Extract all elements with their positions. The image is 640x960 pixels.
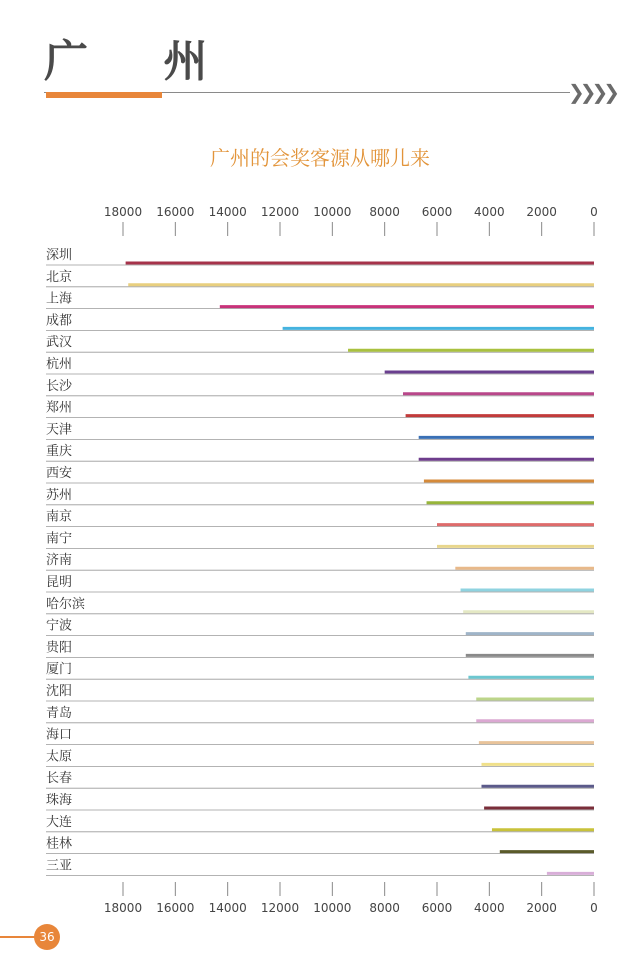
category-label: 贵阳 bbox=[46, 640, 73, 656]
category-label: 武汉 bbox=[46, 335, 73, 351]
x-tick-label-top: 0 bbox=[590, 205, 598, 219]
category-label: 郑州 bbox=[46, 400, 73, 416]
category-label: 济南 bbox=[46, 553, 73, 569]
x-tick-label-bottom: 12000 bbox=[260, 901, 300, 915]
x-tick-label-bottom: 14000 bbox=[208, 901, 247, 915]
category-label: 成都 bbox=[46, 313, 73, 329]
category-label: 北京 bbox=[46, 269, 73, 285]
category-label: 海口 bbox=[46, 727, 73, 743]
category-label: 青岛 bbox=[46, 705, 73, 721]
category-label: 深圳 bbox=[46, 248, 73, 263]
category-label: 哈尔滨 bbox=[46, 596, 86, 612]
x-tick-label-top: 6000 bbox=[421, 205, 453, 219]
page-title: 广 州 bbox=[44, 36, 238, 87]
x-tick-label-bottom: 4000 bbox=[474, 901, 505, 915]
category-label: 三亚 bbox=[46, 858, 73, 874]
category-label: 长春 bbox=[46, 771, 73, 787]
x-tick-label-bottom: 16000 bbox=[156, 901, 195, 915]
category-label: 沈阳 bbox=[46, 684, 73, 699]
category-label: 重庆 bbox=[46, 444, 73, 460]
x-tick-label-top: 8000 bbox=[369, 205, 400, 219]
x-tick-label-top: 18000 bbox=[103, 205, 143, 219]
chart-title: 广州的会奖客源从哪儿来 bbox=[210, 146, 430, 170]
category-label: 厦门 bbox=[46, 662, 73, 678]
x-tick-label-top: 14000 bbox=[208, 205, 247, 219]
x-tick-label-top: 4000 bbox=[474, 205, 505, 219]
category-label: 南宁 bbox=[46, 531, 73, 547]
category-label: 昆明 bbox=[46, 575, 73, 590]
category-label: 杭州 bbox=[46, 357, 73, 372]
category-label: 桂林 bbox=[46, 836, 73, 852]
category-label: 珠海 bbox=[46, 793, 73, 808]
category-label: 太原 bbox=[46, 749, 73, 765]
category-label: 大连 bbox=[46, 814, 73, 830]
x-tick-label-bottom: 8000 bbox=[369, 901, 400, 915]
x-tick-label-top: 2000 bbox=[526, 205, 557, 219]
x-tick-label-bottom: 6000 bbox=[421, 901, 453, 915]
x-tick-label-bottom: 18000 bbox=[103, 901, 143, 915]
x-tick-label-bottom: 0 bbox=[590, 901, 598, 915]
x-tick-label-bottom: 10000 bbox=[313, 901, 352, 915]
category-label: 天津 bbox=[46, 422, 73, 438]
chevrons-right-icon: ❯❯❯❯ bbox=[568, 80, 616, 104]
category-label: 上海 bbox=[46, 291, 73, 307]
page-number-rule bbox=[0, 936, 36, 938]
x-tick-label-top: 10000 bbox=[313, 205, 352, 219]
category-label: 苏州 bbox=[46, 487, 73, 503]
x-tick-label-bottom: 2000 bbox=[526, 901, 557, 915]
x-tick-label-top: 12000 bbox=[260, 205, 300, 219]
category-label: 长沙 bbox=[46, 378, 73, 394]
x-tick-label-top: 16000 bbox=[156, 205, 195, 219]
category-label: 南京 bbox=[46, 509, 73, 525]
category-label: 西安 bbox=[46, 466, 73, 481]
category-label: 宁波 bbox=[46, 618, 73, 634]
page-number: 36 bbox=[34, 924, 60, 950]
